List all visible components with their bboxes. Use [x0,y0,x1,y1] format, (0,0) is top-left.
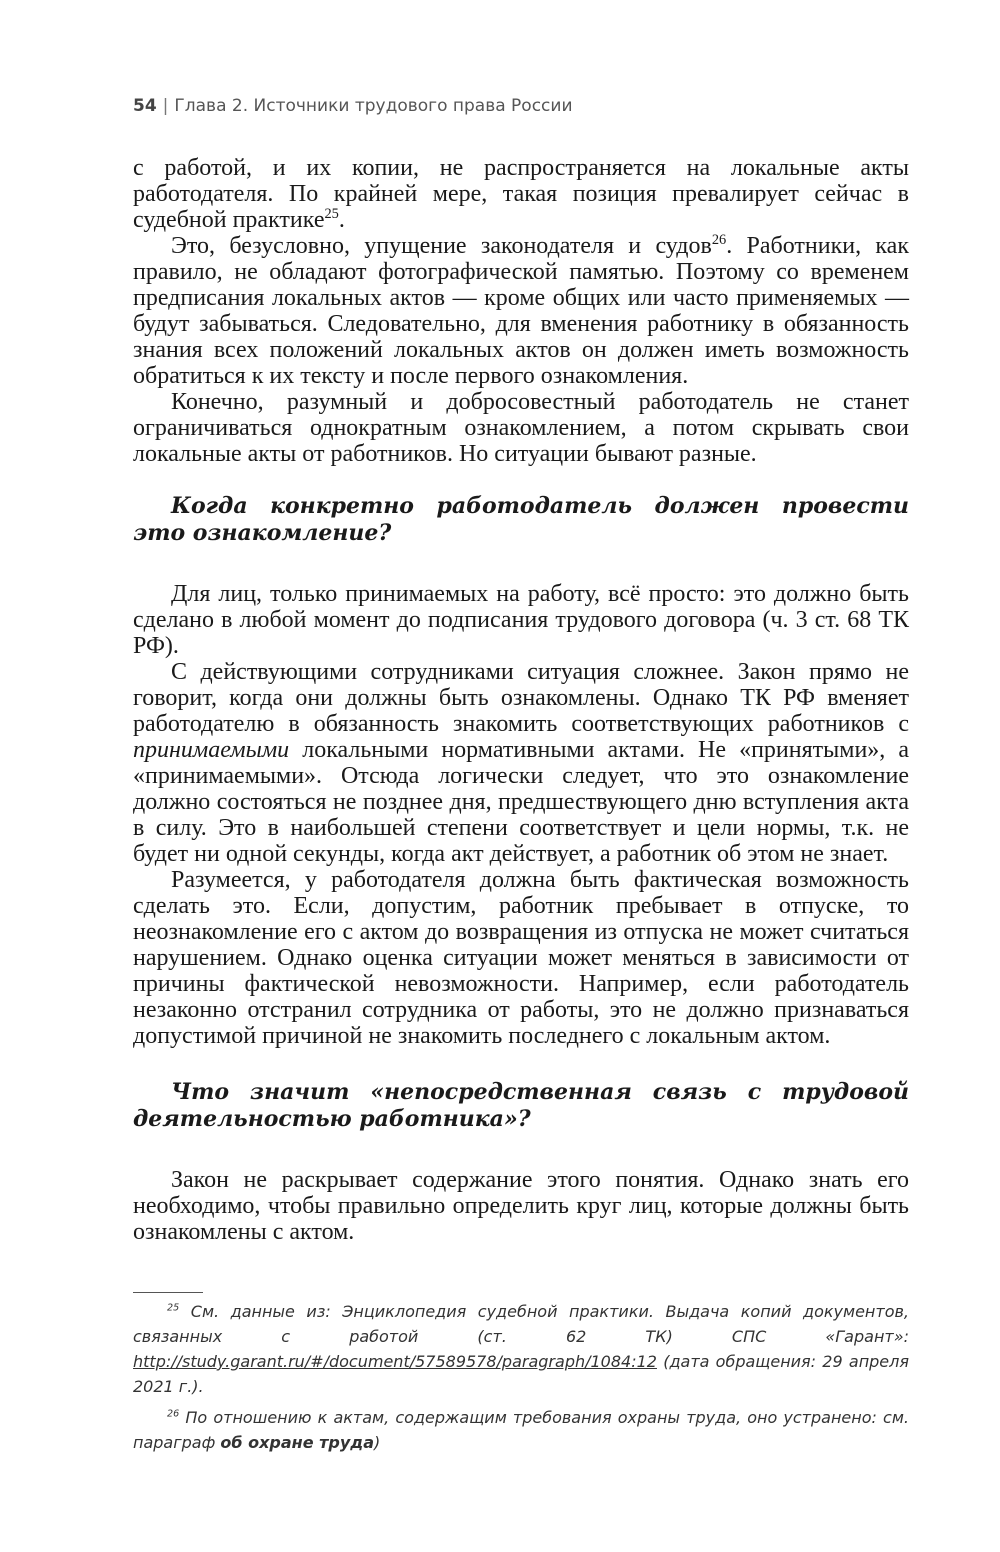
footnote-26-number: 26 [167,1408,180,1420]
paragraph-7: Закон не раскрывает содержание этого понятия. Однако знать его необходимо, чтобы правильно определить круг лиц, которые должны быть ознакомлены с актом. [133,1167,909,1245]
footnote-ref-26[interactable]: 26 [711,232,727,248]
paragraph-2-text: Это, безусловно, упущение законодателя и судов [171,233,712,259]
header-separator: | [162,96,169,116]
footnote-divider [133,1292,203,1293]
running-header [133,96,573,116]
footnote-26 [133,1405,909,1455]
paragraph-1-text: с работой, и их копии, не распространяется на локальные акты работодателя. По крайней мере, такая позиция превалирует сейчас в судебной практике [133,155,909,233]
paragraph-2-end: . Работники, как правило, не обладают фотографической памятью. Поэтому со временем предписания локальных актов — кроме общих или часто применяемых — будут забываться. Следовательно, для вменения работнику в обязанность знания всех положений локальных актов он должен иметь возможность обратиться к их тексту и после первого ознакомления. [133,233,909,389]
paragraph-6: Разумеется, у работодателя должна быть фактическая возможность сделать это. Если, допустим, работник пребывает в отпуске, то неознакомление его с актом до возвращения из отпуска не может считаться нарушением. Однако оценка ситуации может меняться в зависимости от причины фактической невозможности. Например, если работодатель незаконно отстранил сотрудника от работы, это не должно признаваться допустимой причиной не знакомить последнего с локальным актом. [133,867,909,1049]
paragraph-5-emphasis: принимаемыми [133,737,290,763]
paragraph-2 [133,233,909,389]
footnote-ref-25[interactable]: 25 [324,206,339,222]
paragraph-5-text: С действующими сотрудниками ситуация сложнее. Закон прямо не говорит, когда они должны быть ознакомлены. Однако ТК РФ вменяет работодателю в обязанность знакомить соответствующих работников с [133,659,909,737]
question-heading-1: Когда конкретно работодатель должен провести это ознакомление? [133,493,909,546]
paragraph-3: Конечно, разумный и добросовестный работодатель не станет ограничиваться однократным ознакомлением, а потом скрывать свои локальные акты от работников. Но ситуации бывают разные. [133,389,909,467]
footnote-25-number: 25 [167,1302,180,1314]
question-heading-2: Что значит «непосредственная связь с трудовой деятельностью работника»? [133,1079,909,1132]
footnotes [133,1292,909,1461]
page-number: 54 [133,96,157,116]
footnote-26-end: ) [374,1433,381,1452]
footnote-25 [133,1299,909,1399]
footnote-25-date: (дата обращения: 29 апреля 2021 г.). [133,1352,909,1396]
paragraph-5 [133,659,909,867]
paragraph-5-end: локальными нормативными актами. Не «принятыми», а «принимаемыми». Отсюда логически следует, что это ознакомление должно состояться не позднее дня, предшествующего дню вступления акта в силу. Это в наибольшей степени соответствует и цели нормы, т.к. не будет ни одной секунды, когда акт действует, а работник об этом не знает. [133,737,909,867]
chapter-title: Глава 2. Источники трудового права России [174,96,573,116]
paragraph-1 [133,155,909,233]
footnote-25-link[interactable]: http://study.garant.ru/#/document/57589578/paragraph/1084:12 [133,1352,657,1371]
main-text [133,155,909,1245]
footnote-26-text: По отношению к актам, содержащим требования охраны труда, оно устранено: см. параграф [133,1408,910,1452]
footnote-26-bold: об охране труда [220,1433,375,1452]
paragraph-4: Для лиц, только принимаемых на работу, всё просто: это должно быть сделано в любой момент до подписания трудового договора (ч. 3 ст. 68 ТК РФ). [133,581,909,659]
paragraph-1-end: . [338,207,345,233]
footnote-25-text: См. данные из: Энциклопедия судебной практики. Выдача копий документов, связанных с работой (ст. 62 ТК) СПС «Гарант»: [133,1302,910,1346]
